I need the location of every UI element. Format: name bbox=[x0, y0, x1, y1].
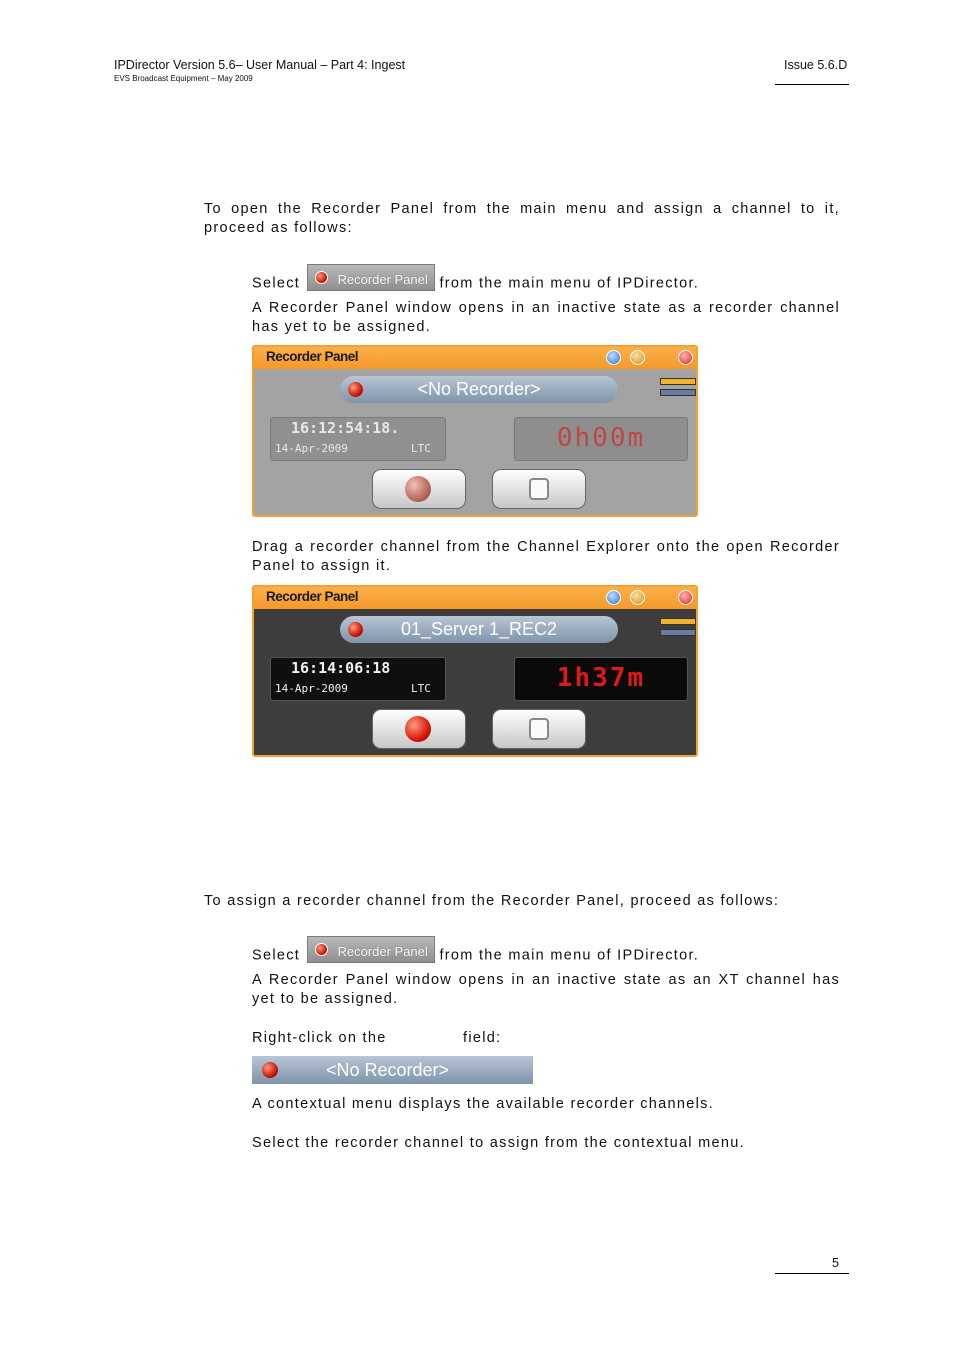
panel-title: Recorder Panel bbox=[266, 349, 359, 364]
minimize-icon[interactable] bbox=[606, 590, 621, 605]
record-icon bbox=[405, 476, 431, 502]
panel-titlebar bbox=[254, 347, 696, 369]
record-button[interactable] bbox=[372, 469, 466, 509]
step1-suffix: from the main menu of IPDirector. bbox=[439, 275, 700, 292]
stop-icon bbox=[529, 718, 549, 740]
page-number: 5 bbox=[832, 1256, 839, 1270]
section2-intro: To assign a recorder channel from the Recorder Panel, proceed as follows: bbox=[204, 893, 780, 909]
section2-step3: Select the recorder channel to assign from the contextual menu. bbox=[252, 1135, 745, 1151]
stop-icon bbox=[529, 478, 549, 500]
duration-display: 1h37m bbox=[514, 657, 688, 701]
level-bars-icon bbox=[660, 378, 696, 398]
close-icon[interactable] bbox=[678, 590, 693, 605]
duration-display: 0h00m bbox=[514, 417, 688, 461]
timecode-time: 16:12:54:18. bbox=[291, 419, 400, 437]
level-bars-icon bbox=[660, 618, 696, 638]
panel-title: Recorder Panel bbox=[266, 589, 359, 604]
stop-button[interactable] bbox=[492, 709, 586, 749]
recorder-panel-menu-button[interactable] bbox=[307, 264, 435, 291]
recorder-panel-inactive bbox=[252, 345, 698, 517]
header-rule bbox=[775, 84, 849, 85]
recorder-field[interactable] bbox=[340, 376, 618, 403]
record-dot-icon bbox=[315, 271, 328, 284]
timecode-display bbox=[270, 417, 446, 461]
pin-icon[interactable] bbox=[630, 590, 645, 605]
section2-step2-result: A contextual menu displays the available recorder channels. bbox=[252, 1096, 714, 1112]
menu-button-label: Recorder Panel bbox=[337, 944, 428, 959]
close-icon[interactable] bbox=[678, 350, 693, 365]
panel-titlebar bbox=[254, 587, 696, 609]
timecode-date: 14-Apr-2009 bbox=[275, 442, 348, 455]
section1-step1-result: A Recorder Panel window opens in an inactive state as a recorder channel has yet to be assigned. bbox=[252, 300, 840, 335]
no-recorder-field[interactable] bbox=[252, 1056, 533, 1084]
header-title: IPDirector Version 5.6– User Manual – Part 4: Ingest bbox=[114, 58, 406, 72]
section2-step1 bbox=[252, 942, 852, 969]
no-recorder-label: <No Recorder> bbox=[326, 1060, 450, 1080]
recorder-panel-menu-button[interactable] bbox=[307, 936, 435, 963]
recorder-name: 01_Server 1_REC2 bbox=[400, 619, 558, 639]
recorder-panel-active bbox=[252, 585, 698, 757]
header-issue: Issue 5.6.D bbox=[784, 58, 848, 72]
record-icon bbox=[405, 716, 431, 742]
timecode-display bbox=[270, 657, 446, 701]
section2-step2-prefix: Right-click on the bbox=[252, 1030, 387, 1046]
timecode-type: LTC bbox=[411, 682, 431, 695]
recorder-name: <No Recorder> bbox=[417, 379, 541, 399]
section1-step1 bbox=[252, 270, 852, 297]
step1-prefix: Select bbox=[252, 947, 301, 964]
menu-button-label: Recorder Panel bbox=[337, 272, 428, 287]
timecode-time: 16:14:06:18 bbox=[291, 659, 391, 677]
section1-intro: To open the Recorder Panel from the main menu and assign a channel to it, proceed as follows: bbox=[204, 201, 840, 236]
footer-rule bbox=[775, 1273, 849, 1274]
header-subtitle: EVS Broadcast Equipment – May 2009 bbox=[114, 74, 253, 83]
recorder-field[interactable] bbox=[340, 616, 618, 643]
section1-step2: Drag a recorder channel from the Channel Explorer onto the open Recorder Panel to assign it. bbox=[252, 539, 840, 574]
record-dot-icon bbox=[262, 1062, 278, 1078]
record-button[interactable] bbox=[372, 709, 466, 749]
timecode-date: 14-Apr-2009 bbox=[275, 682, 348, 695]
section2-step1-result: A Recorder Panel window opens in an inactive state as an XT channel has yet to be assigned. bbox=[252, 972, 840, 1007]
minimize-icon[interactable] bbox=[606, 350, 621, 365]
pin-icon[interactable] bbox=[630, 350, 645, 365]
stop-button[interactable] bbox=[492, 469, 586, 509]
step1-prefix: Select bbox=[252, 275, 301, 292]
section2-step2-suffix: field: bbox=[463, 1030, 502, 1046]
timecode-type: LTC bbox=[411, 442, 431, 455]
step1-suffix: from the main menu of IPDirector. bbox=[439, 947, 700, 964]
record-dot-icon bbox=[315, 943, 328, 956]
